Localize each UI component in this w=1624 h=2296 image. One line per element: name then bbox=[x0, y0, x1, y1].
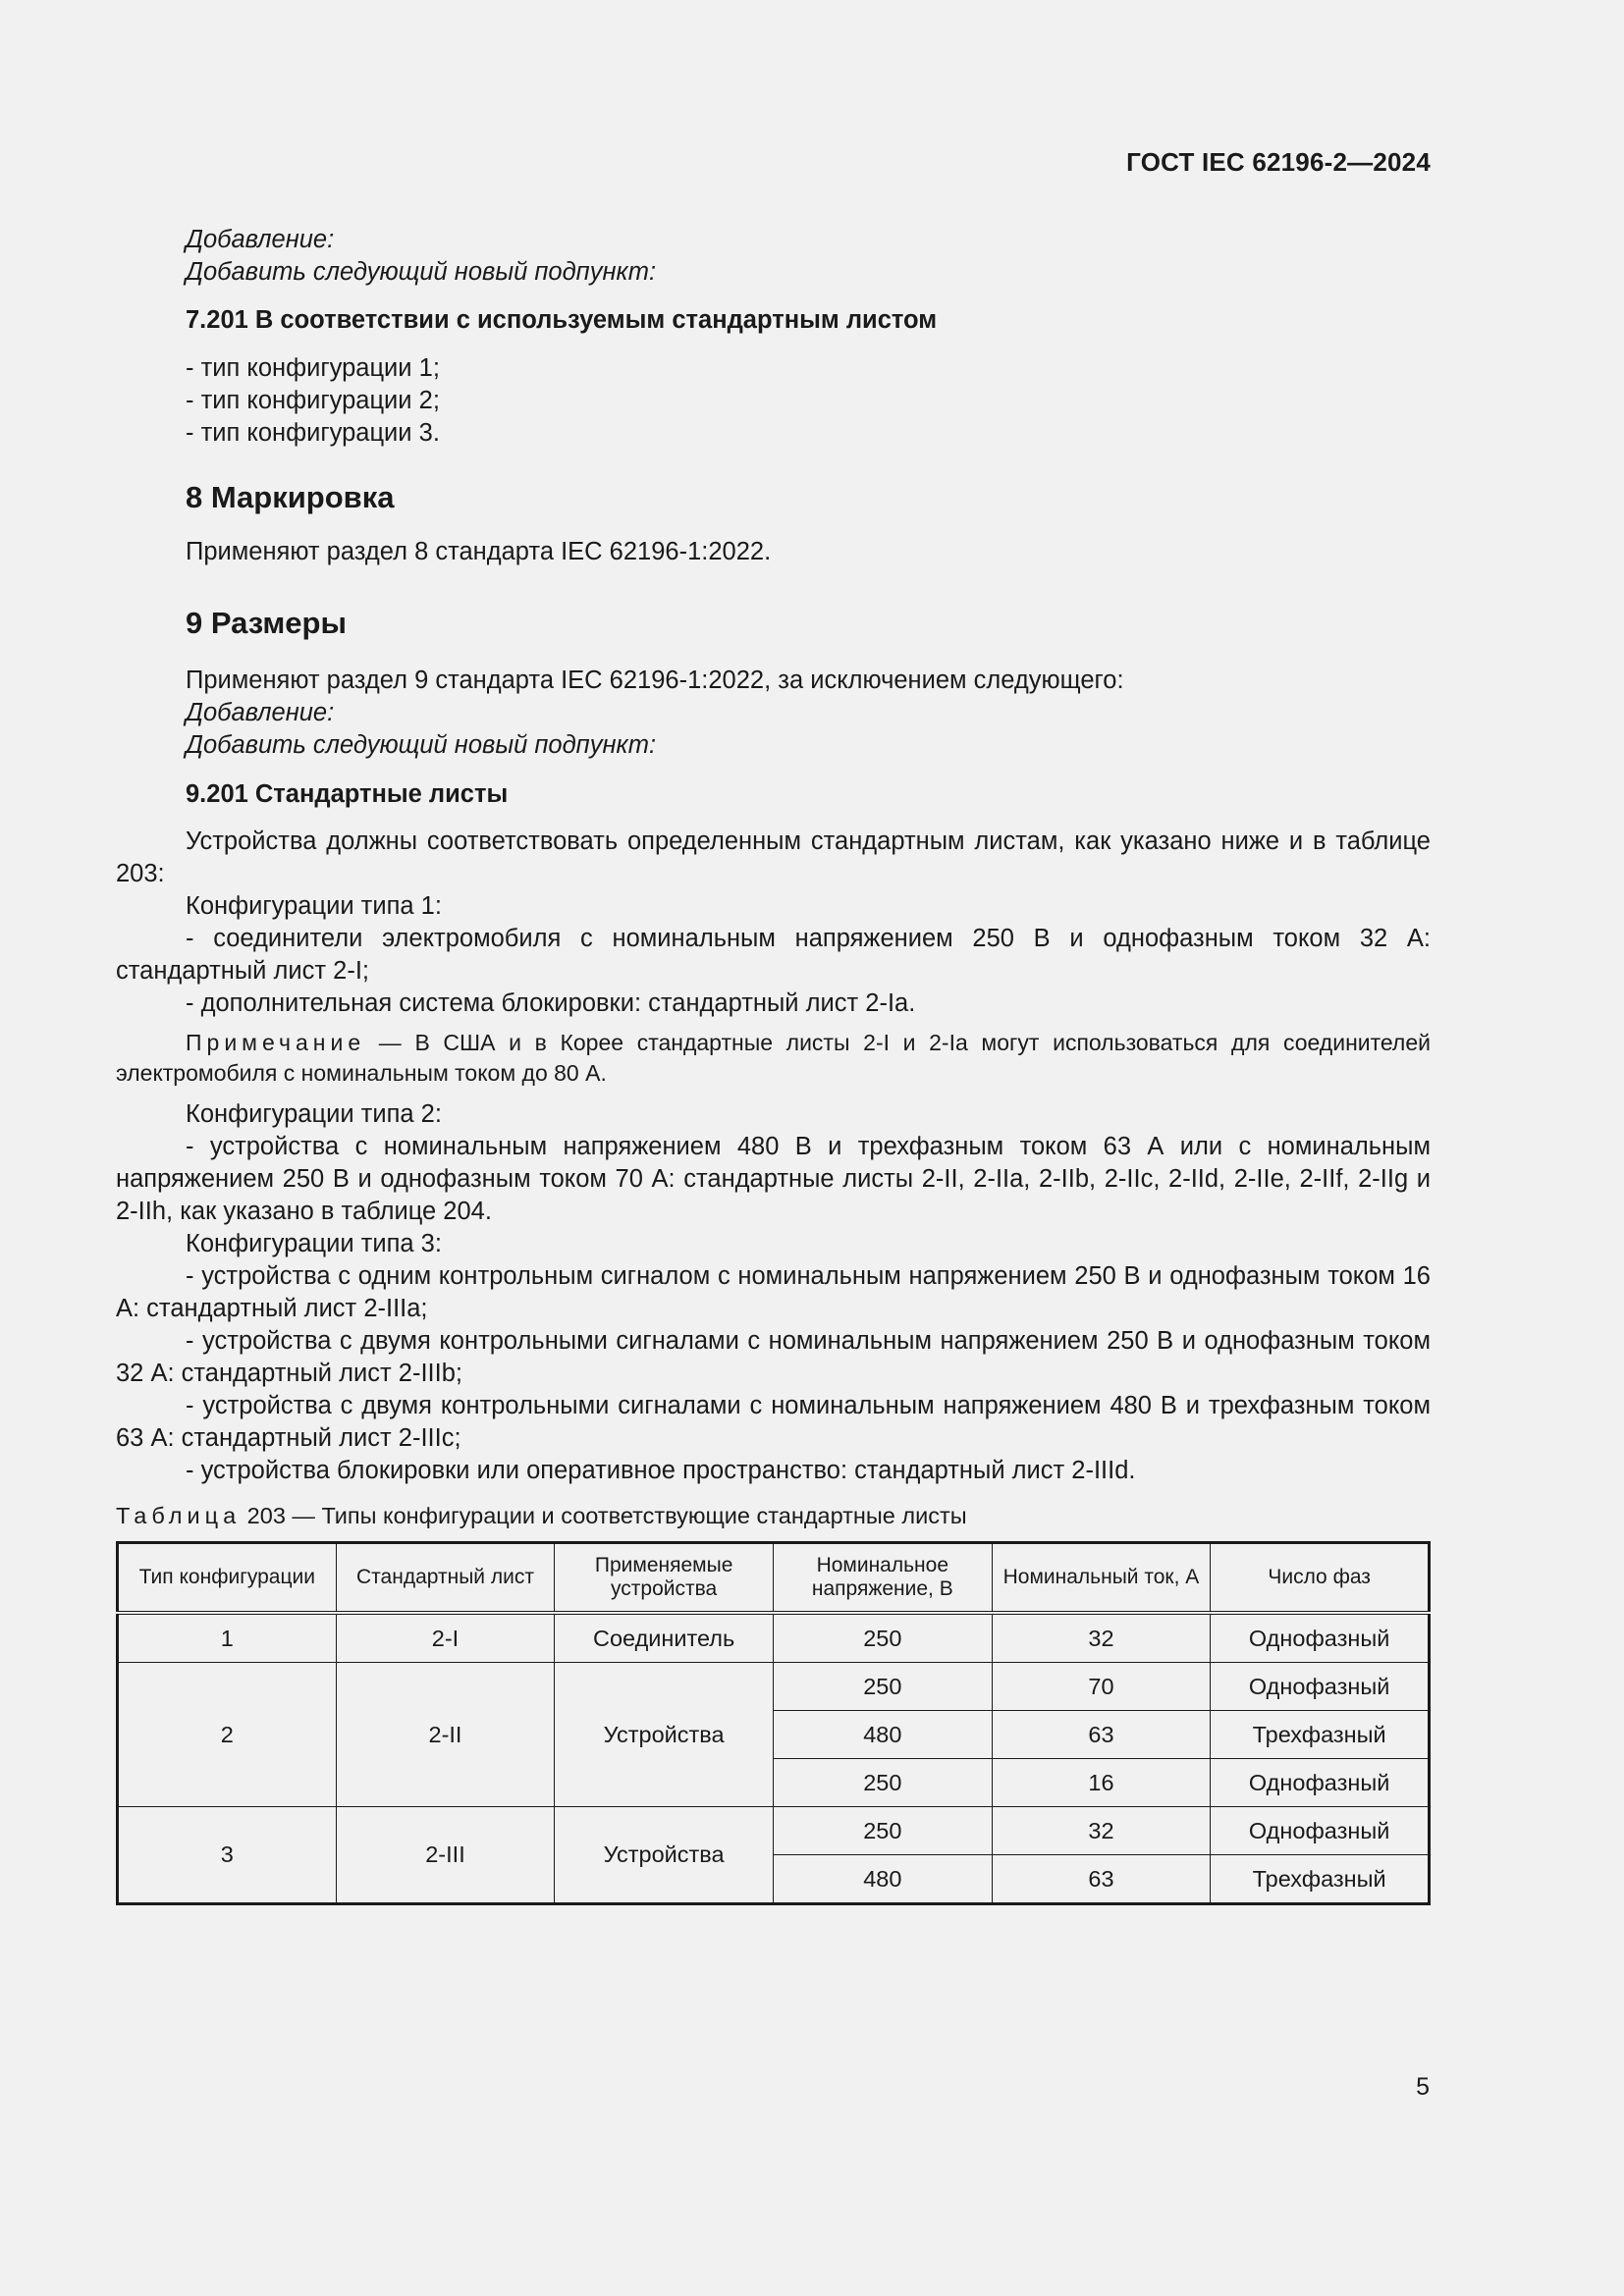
paragraph: - соединители электромобиля с номинальным напряжением 250 В и однофазным током 32 А: стандартный лист 2-I; bbox=[116, 925, 1431, 985]
paragraph: - дополнительная система блокировки: стандартный лист 2-Ia. bbox=[186, 989, 916, 1017]
cell-phases: Однофазный bbox=[1211, 1613, 1430, 1663]
cell-voltage: 250 bbox=[773, 1663, 992, 1711]
column-header: Номинальный ток, А bbox=[992, 1543, 1211, 1614]
page-content bbox=[116, 224, 1431, 1905]
paragraph: Устройства должны соответствовать определенным стандартным листам, как указано ниже и в таблице 203: bbox=[116, 828, 1431, 887]
cell-sheet: 2-I bbox=[336, 1613, 555, 1663]
section-9-text: Применяют раздел 9 стандарта IEC 62196-1:2022, за исключением следующего: bbox=[186, 667, 1124, 694]
cell-voltage: 250 bbox=[773, 1759, 992, 1807]
cell-current: 70 bbox=[992, 1663, 1211, 1711]
cell-type: 3 bbox=[118, 1807, 337, 1904]
column-header: Стандартный лист bbox=[336, 1543, 555, 1614]
cell-current: 32 bbox=[992, 1807, 1211, 1855]
column-header: Номинальное напряжение, В bbox=[773, 1543, 992, 1614]
addition-label: Добавление: bbox=[186, 226, 335, 253]
addition-label: Добавление: bbox=[186, 699, 335, 726]
paragraph: - устройства с одним контрольным сигналом с номинальным напряжением 250 В и однофазным током 16 А: стандартный лист 2-IIIa; bbox=[116, 1262, 1431, 1322]
table-row bbox=[118, 1613, 1430, 1663]
subclause-heading-9-201: 9.201 Стандартные листы bbox=[186, 780, 509, 808]
config-type-3-label: Конфигурации типа 3: bbox=[186, 1230, 442, 1257]
cell-type: 1 bbox=[118, 1613, 337, 1663]
paragraph: - устройства с номинальным напряжением 480 В и трехфазным током 63 А или с номинальным напряжением 250 В и однофазным током 70 А: стандартные листы 2-II, 2-IIa, 2-IIb, 2-IIc, 2-IId, 2-IIe, 2-IIf, 2-IIg и 2-IIh, как указано в таблице 204. bbox=[116, 1133, 1431, 1225]
cell-current: 63 bbox=[992, 1711, 1211, 1759]
config-type-1-label: Конфигурации типа 1: bbox=[186, 892, 442, 920]
cell-sheet: 2-III bbox=[336, 1807, 555, 1904]
cell-sheet: 2-II bbox=[336, 1663, 555, 1807]
config-type-list bbox=[116, 352, 1431, 450]
cell-phases: Однофазный bbox=[1211, 1807, 1430, 1855]
paragraph: - устройства с двумя контрольными сигналами с номинальным напряжением 480 В и трехфазным током 63 А: стандартный лист 2-IIIc; bbox=[116, 1392, 1431, 1452]
section-heading-9: 9 Размеры bbox=[186, 606, 347, 640]
config-type-2-label: Конфигурации типа 2: bbox=[186, 1100, 442, 1128]
list-item: - тип конфигурации 2; bbox=[186, 387, 440, 414]
cell-type: 2 bbox=[118, 1663, 337, 1807]
cell-phases: Трехфазный bbox=[1211, 1855, 1430, 1904]
list-item: - тип конфигурации 3. bbox=[186, 419, 440, 447]
table-caption bbox=[116, 1500, 1431, 1532]
table-header-row bbox=[118, 1543, 1430, 1614]
page-number: 5 bbox=[1416, 2073, 1430, 2101]
configuration-table bbox=[116, 1541, 1431, 1905]
document-header-id: ГОСТ IEC 62196-2—2024 bbox=[1126, 147, 1431, 177]
table-row bbox=[118, 1807, 1430, 1855]
cell-phases: Однофазный bbox=[1211, 1663, 1430, 1711]
cell-current: 32 bbox=[992, 1613, 1211, 1663]
paragraph: - устройства блокировки или оперативное пространство: стандартный лист 2-IIId. bbox=[186, 1457, 1136, 1484]
column-header: Применяемые устройства bbox=[555, 1543, 774, 1614]
column-header: Число фаз bbox=[1211, 1543, 1430, 1614]
subclause-heading-7-201: 7.201 В соответствии с используемым стандартным листом bbox=[186, 306, 938, 334]
cell-voltage: 250 bbox=[773, 1613, 992, 1663]
cell-device: Устройства bbox=[555, 1663, 774, 1807]
table-caption-text: 203 — Типы конфигурации и соответствующие стандартные листы bbox=[241, 1503, 967, 1528]
addition-text: Добавить следующий новый подпункт: bbox=[186, 258, 657, 286]
note-label: Примечание bbox=[186, 1030, 366, 1055]
column-header: Тип конфигурации bbox=[118, 1543, 337, 1614]
cell-phases: Трехфазный bbox=[1211, 1711, 1430, 1759]
cell-device: Устройства bbox=[555, 1807, 774, 1904]
section-heading-8: 8 Маркировка bbox=[186, 480, 395, 514]
table-caption-label: Таблица bbox=[116, 1503, 242, 1528]
note bbox=[116, 1028, 1431, 1089]
cell-voltage: 480 bbox=[773, 1855, 992, 1904]
note-text: — В США и в Корее стандартные листы 2-I и 2-Ia могут использоваться для соединителей электромобиля с номинальным током до 80 А. bbox=[116, 1030, 1431, 1086]
cell-device: Соединитель bbox=[555, 1613, 774, 1663]
section-8-text: Применяют раздел 8 стандарта IEC 62196-1:2022. bbox=[186, 538, 772, 565]
cell-phases: Однофазный bbox=[1211, 1759, 1430, 1807]
cell-current: 16 bbox=[992, 1759, 1211, 1807]
cell-voltage: 250 bbox=[773, 1807, 992, 1855]
table-row bbox=[118, 1663, 1430, 1711]
paragraph: - устройства с двумя контрольными сигналами с номинальным напряжением 250 В и однофазным током 32 А: стандартный лист 2-IIIb; bbox=[116, 1327, 1431, 1387]
list-item: - тип конфигурации 1; bbox=[186, 354, 440, 382]
cell-voltage: 480 bbox=[773, 1711, 992, 1759]
addition-text: Добавить следующий новый подпункт: bbox=[186, 731, 657, 759]
cell-current: 63 bbox=[992, 1855, 1211, 1904]
